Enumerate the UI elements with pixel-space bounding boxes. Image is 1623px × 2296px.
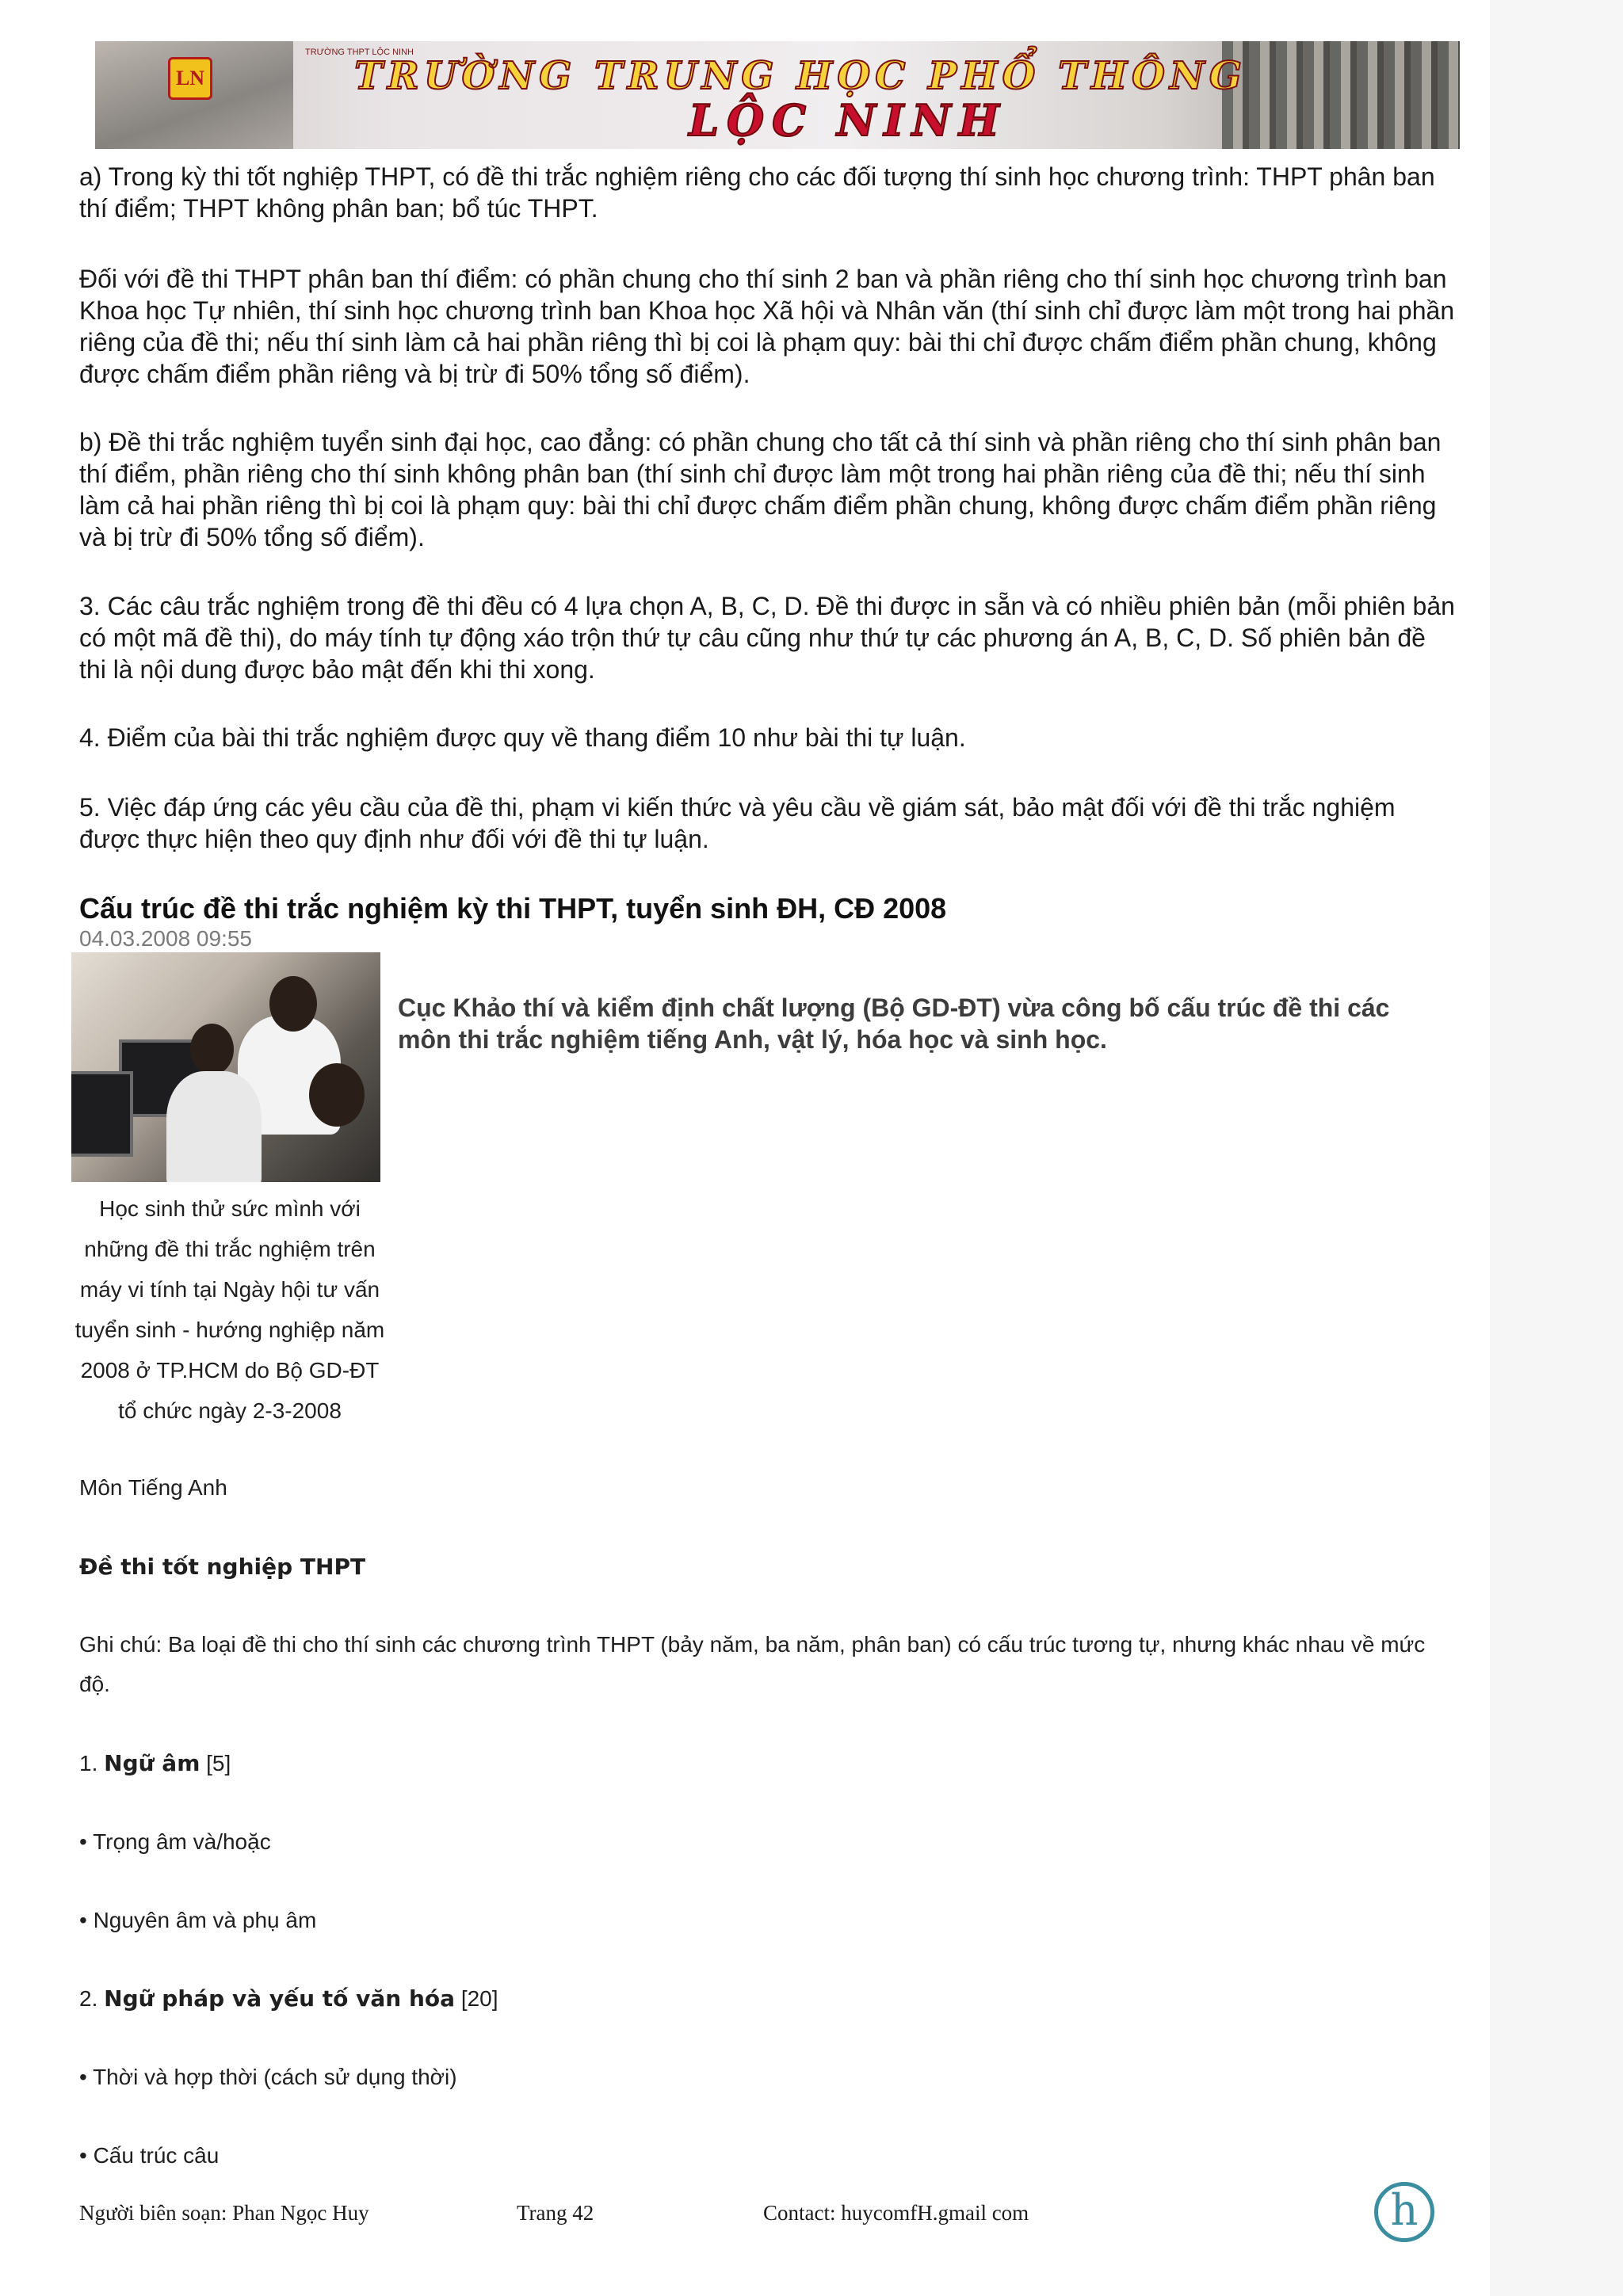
bullet-tenses: • Thời và hợp thời (cách sử dụng thời) xyxy=(79,2065,457,2089)
banner-title-line2: LỘC NINH xyxy=(689,95,1007,146)
bullet-sentence-structure: • Cấu trúc câu xyxy=(79,2143,220,2168)
note-text: Ghi chú: Ba loại đề thi cho thí sinh các chương trình THPT (bảy năm, ba năm, phân ban) có cấu trúc tương tự, nhưng khác nhau về mức độ. xyxy=(79,1632,1426,1696)
paragraph-4: 4. Điểm của bài thi trắc nghiệm được quy về thang điểm 10 như bài thi tự luận. xyxy=(79,723,966,752)
article-lead: Cục Khảo thí và kiểm định chất lượng (Bộ GD-ĐT) vừa công bố cấu trúc đề thi các môn thi trắc nghiệm tiếng Anh, vật lý, hóa học và sinh học. xyxy=(398,994,1390,1054)
paragraph-a: a) Trong kỳ thi tốt nghiệp THPT, có đề thi trắc nghiệm riêng cho các đối tượng thí sinh học chương trình: THPT phân ban thí điểm; THPT không phân ban; bổ túc THPT. xyxy=(79,162,1435,223)
banner-title-line1: TRƯỜNG TRUNG HỌC PHỔ THÔNG xyxy=(354,54,1247,98)
section-2-number: 2. xyxy=(79,1986,98,2011)
photo-caption: Học sinh thử sức mình với những đề thi trắc nghiệm trên máy vi tính tại Ngày hội tư vấn tuyển sinh - hướng nghiệp năm 2008 ở TP.HCM do Bộ GD-ĐT tổ chức ngày 2-3-2008 xyxy=(74,1196,385,1423)
article-title: Cấu trúc đề thi trắc nghiệm kỳ thi THPT, tuyển sinh ĐH, CĐ 2008 xyxy=(79,892,947,925)
photo-person-head-2 xyxy=(190,1024,234,1075)
photo-person-head-1 xyxy=(269,976,317,1032)
footer-author: Người biên soạn: Phan Ngọc Huy xyxy=(79,2201,369,2225)
banner-small-text: TRƯỜNG THPT LỘC NINH xyxy=(305,48,414,57)
paragraph-doi-voi: Đối với đề thi THPT phân ban thí điểm: có phần chung cho thí sinh 2 ban và phần riêng cho thí sinh học chương trình ban Khoa học Tự nhiên, thí sinh học chương trình ban Khoa học Xã hội và Nhân văn (thí sinh chỉ được làm một trong hai phần riêng của đề thi; nếu thí sinh làm cả hai phần riêng thì bị coi là phạm quy: bài thi chỉ được chấm điểm phần chung, không được chấm điểm phần riêng và bị trừ đi 50% tổng số điểm). xyxy=(79,265,1455,388)
article-photo xyxy=(71,952,380,1182)
section-1-title: Ngữ âm xyxy=(104,1750,200,1776)
paragraph-3: 3. Các câu trắc nghiệm trong đề thi đều có 4 lựa chọn A, B, C, D. Đề thi được in sẵn và có nhiều phiên bản (mỗi phiên bản có một mã đề thi), do máy tính tự động xáo trộn thứ tự câu cũng như thứ tự các phương án A, B, C, D. Số phiên bản đề thi là nội dung được bảo mật đến khi thi xong. xyxy=(79,592,1455,684)
footer-logo-icon: h xyxy=(1374,2182,1434,2242)
school-header-banner xyxy=(95,41,1460,149)
paragraph-b: b) Đề thi trắc nghiệm tuyển sinh đại học, cao đẳng: có phần chung cho tất cả thí sinh và phần riêng cho thí sinh phân ban thí điểm, phần riêng cho thí sinh không phân ban (thí sinh chỉ được làm một trong hai phần riêng của đề thi; nếu thí sinh làm cả hai phần riêng thì bị coi là phạm quy: bài thi chỉ được chấm điểm phần chung, không được chấm điểm phần riêng và bị trừ đi 50% tổng số điểm). xyxy=(79,428,1442,551)
exam-heading-text: Đề thi tốt nghiệp THPT xyxy=(79,1554,366,1580)
paragraph-5: 5. Việc đáp ứng các yêu cầu của đề thi, phạm vi kiến thức và yêu cầu về giám sát, bảo mật đối với đề thi trắc nghiệm được thực hiện theo quy định như đối với đề thi tự luận. xyxy=(79,793,1396,853)
footer-page-number: Trang 42 xyxy=(517,2201,594,2225)
photo-person-head-3 xyxy=(309,1063,365,1127)
section-2-heading xyxy=(79,1979,1458,2019)
page-edge-shade xyxy=(1490,0,1623,2296)
subject-label: Môn Tiếng Anh xyxy=(79,1475,227,1500)
section-2-title: Ngữ pháp và yếu tố văn hóa xyxy=(104,1985,456,2012)
exam-heading xyxy=(79,1547,1458,1587)
section-1-heading xyxy=(79,1744,1458,1783)
bullet-stress: • Trọng âm và/hoặc xyxy=(79,1829,271,1854)
section-2-count: [20] xyxy=(460,1986,498,2011)
section-1-count: [5] xyxy=(206,1751,231,1775)
footer-contact: Contact: huycomfH.gmail com xyxy=(763,2201,1029,2225)
photo-person-shirt-2 xyxy=(166,1071,262,1182)
bullet-vowels: • Nguyên âm và phụ âm xyxy=(79,1908,317,1932)
school-logo-icon: LN xyxy=(168,57,212,100)
photo-monitor-2 xyxy=(71,1071,133,1157)
article-timestamp: 04.03.2008 09:55 xyxy=(79,926,252,951)
section-1-number: 1. xyxy=(79,1751,98,1775)
